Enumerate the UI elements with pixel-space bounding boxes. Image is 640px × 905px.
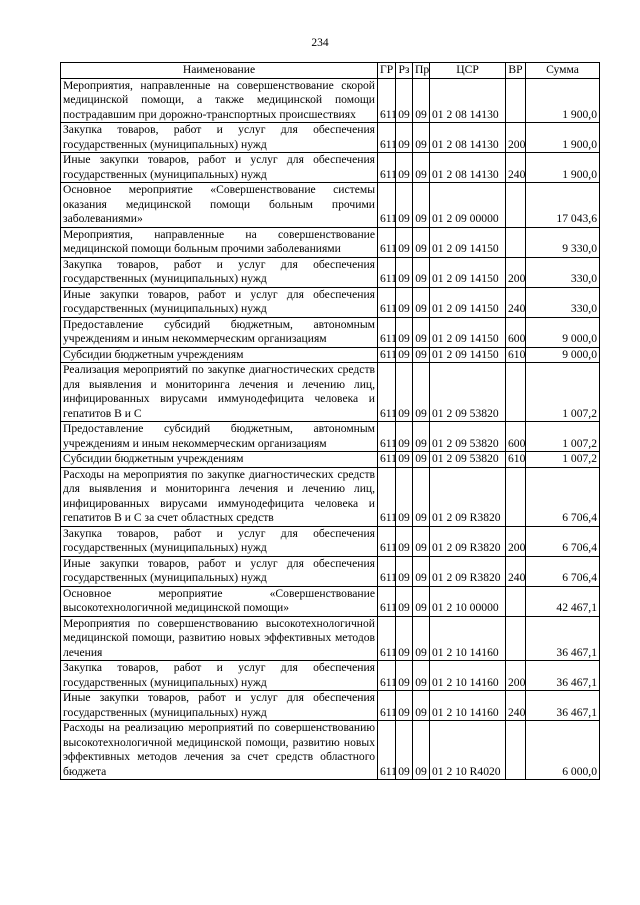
cell-name: Закупка товаров, работ и услуг для обеспечения государственных (муниципальных) нужд (61, 661, 378, 691)
cell-vr: 240 (506, 287, 526, 317)
table-row (61, 153, 600, 183)
cell-sum: 330,0 (526, 287, 600, 317)
cell-gr: 611 (378, 227, 396, 257)
cell-pr: 09 (413, 556, 430, 586)
cell-pr: 09 (413, 347, 430, 363)
cell-pr: 09 (413, 317, 430, 347)
cell-sum: 6 706,4 (526, 526, 600, 556)
table-row (61, 556, 600, 586)
cell-name: Основное мероприятие «Совершенствование системы оказания медицинской помощи больным прочими заболеваниями» (61, 183, 378, 228)
cell-vr: 240 (506, 556, 526, 586)
cell-rz: 09 (396, 661, 413, 691)
cell-sum: 1 900,0 (526, 78, 600, 123)
cell-rz: 09 (396, 691, 413, 721)
header-csr: ЦСР (430, 63, 506, 79)
header-pr: Пр (413, 63, 430, 79)
cell-gr: 611 (378, 363, 396, 422)
cell-rz: 09 (396, 183, 413, 228)
cell-sum: 36 467,1 (526, 661, 600, 691)
cell-rz: 09 (396, 287, 413, 317)
cell-sum: 1 007,2 (526, 422, 600, 452)
cell-name: Иные закупки товаров, работ и услуг для обеспечения государственных (муниципальных) нужд (61, 287, 378, 317)
header-vr: ВР (506, 63, 526, 79)
cell-sum: 6 706,4 (526, 556, 600, 586)
cell-vr (506, 586, 526, 616)
cell-sum: 1 007,2 (526, 363, 600, 422)
cell-vr (506, 467, 526, 526)
table-row (61, 257, 600, 287)
cell-sum: 9 000,0 (526, 317, 600, 347)
cell-sum: 6 706,4 (526, 467, 600, 526)
cell-name: Субсидии бюджетным учреждениям (61, 452, 378, 468)
cell-pr: 09 (413, 721, 430, 780)
cell-rz: 09 (396, 257, 413, 287)
cell-rz: 09 (396, 556, 413, 586)
cell-pr: 09 (413, 183, 430, 228)
cell-pr: 09 (413, 452, 430, 468)
table-row (61, 287, 600, 317)
table-row (61, 526, 600, 556)
cell-name: Закупка товаров, работ и услуг для обеспечения государственных (муниципальных) нужд (61, 123, 378, 153)
cell-csr: 01 2 08 14130 (430, 123, 506, 153)
cell-name: Мероприятия, направленные на совершенствование медицинской помощи больным прочими заболеваниями (61, 227, 378, 257)
cell-gr: 611 (378, 526, 396, 556)
cell-gr: 611 (378, 153, 396, 183)
cell-vr: 240 (506, 153, 526, 183)
cell-pr: 09 (413, 691, 430, 721)
cell-name: Основное мероприятие «Совершенствование высокотехнологичной медицинской помощи» (61, 586, 378, 616)
header-name: Наименование (61, 63, 378, 79)
cell-rz: 09 (396, 452, 413, 468)
cell-rz: 09 (396, 227, 413, 257)
cell-csr: 01 2 10 14160 (430, 691, 506, 721)
header-row (61, 63, 600, 79)
cell-gr: 611 (378, 78, 396, 123)
cell-gr: 611 (378, 422, 396, 452)
cell-rz: 09 (396, 123, 413, 153)
cell-vr (506, 721, 526, 780)
table-row (61, 661, 600, 691)
cell-sum: 9 330,0 (526, 227, 600, 257)
cell-pr: 09 (413, 287, 430, 317)
cell-rz: 09 (396, 616, 413, 661)
cell-csr: 01 2 09 53820 (430, 422, 506, 452)
cell-rz: 09 (396, 317, 413, 347)
cell-vr: 600 (506, 317, 526, 347)
cell-rz: 09 (396, 586, 413, 616)
cell-gr: 611 (378, 452, 396, 468)
cell-gr: 611 (378, 183, 396, 228)
cell-gr: 611 (378, 721, 396, 780)
cell-csr: 01 2 09 14150 (430, 347, 506, 363)
cell-csr: 01 2 09 14150 (430, 317, 506, 347)
cell-rz: 09 (396, 153, 413, 183)
cell-name: Мероприятия по совершенствованию высокотехнологичной медицинской помощи, развитию новых эффективных методов лечения (61, 616, 378, 661)
cell-name: Предоставление субсидий бюджетным, автономным учреждениям и иным некоммерческим организациям (61, 422, 378, 452)
cell-rz: 09 (396, 422, 413, 452)
cell-sum: 1 900,0 (526, 123, 600, 153)
header-gr: ГР (378, 63, 396, 79)
table-row (61, 467, 600, 526)
cell-sum: 17 043,6 (526, 183, 600, 228)
cell-name: Иные закупки товаров, работ и услуг для обеспечения государственных (муниципальных) нужд (61, 691, 378, 721)
cell-vr (506, 227, 526, 257)
cell-gr: 611 (378, 347, 396, 363)
cell-csr: 01 2 10 00000 (430, 586, 506, 616)
table-row (61, 78, 600, 123)
cell-name: Иные закупки товаров, работ и услуг для обеспечения государственных (муниципальных) нужд (61, 153, 378, 183)
cell-vr: 200 (506, 526, 526, 556)
cell-gr: 611 (378, 317, 396, 347)
cell-rz: 09 (396, 721, 413, 780)
cell-pr: 09 (413, 422, 430, 452)
cell-vr: 200 (506, 257, 526, 287)
table-row (61, 317, 600, 347)
cell-pr: 09 (413, 78, 430, 123)
cell-csr: 01 2 09 14150 (430, 227, 506, 257)
cell-gr: 611 (378, 467, 396, 526)
cell-csr: 01 2 09 14150 (430, 287, 506, 317)
table-row (61, 123, 600, 153)
cell-rz: 09 (396, 78, 413, 123)
cell-csr: 01 2 09 R3820 (430, 556, 506, 586)
header-rz: Рз (396, 63, 413, 79)
cell-name: Мероприятия, направленные на совершенствование скорой медицинской помощи, а также медицинской помощи пострадавшим при дорожно-транспортных происшествиях (61, 78, 378, 123)
cell-gr: 611 (378, 616, 396, 661)
cell-csr: 01 2 09 00000 (430, 183, 506, 228)
cell-pr: 09 (413, 467, 430, 526)
cell-pr: 09 (413, 586, 430, 616)
cell-csr: 01 2 10 14160 (430, 616, 506, 661)
cell-sum: 330,0 (526, 257, 600, 287)
table-row (61, 452, 600, 468)
cell-vr (506, 616, 526, 661)
cell-vr: 200 (506, 661, 526, 691)
cell-pr: 09 (413, 661, 430, 691)
cell-name: Субсидии бюджетным учреждениям (61, 347, 378, 363)
cell-gr: 611 (378, 556, 396, 586)
cell-pr: 09 (413, 227, 430, 257)
cell-vr: 610 (506, 347, 526, 363)
cell-pr: 09 (413, 616, 430, 661)
cell-vr: 600 (506, 422, 526, 452)
table-row (61, 347, 600, 363)
cell-vr: 610 (506, 452, 526, 468)
table-row (61, 183, 600, 228)
cell-vr: 200 (506, 123, 526, 153)
cell-vr: 240 (506, 691, 526, 721)
cell-rz: 09 (396, 363, 413, 422)
cell-sum: 36 467,1 (526, 691, 600, 721)
cell-name: Закупка товаров, работ и услуг для обеспечения государственных (муниципальных) нужд (61, 257, 378, 287)
cell-pr: 09 (413, 526, 430, 556)
cell-sum: 42 467,1 (526, 586, 600, 616)
cell-gr: 611 (378, 691, 396, 721)
cell-name: Закупка товаров, работ и услуг для обеспечения государственных (муниципальных) нужд (61, 526, 378, 556)
page-number: 234 (311, 37, 329, 49)
table-row (61, 616, 600, 661)
cell-sum: 36 467,1 (526, 616, 600, 661)
table-row (61, 691, 600, 721)
cell-gr: 611 (378, 586, 396, 616)
cell-name: Иные закупки товаров, работ и услуг для обеспечения государственных (муниципальных) нужд (61, 556, 378, 586)
cell-csr: 01 2 08 14130 (430, 78, 506, 123)
cell-pr: 09 (413, 257, 430, 287)
cell-rz: 09 (396, 467, 413, 526)
budget-table (60, 62, 600, 780)
cell-gr: 611 (378, 287, 396, 317)
table-row (61, 422, 600, 452)
cell-gr: 611 (378, 257, 396, 287)
cell-csr: 01 2 08 14130 (430, 153, 506, 183)
table-row (61, 227, 600, 257)
table-row (61, 721, 600, 780)
cell-pr: 09 (413, 153, 430, 183)
cell-sum: 9 000,0 (526, 347, 600, 363)
cell-name: Реализация мероприятий по закупке диагностических средств для выявления и мониторинга лечения и лечению лиц, инфицированных вирусами иммунодефицита человека и гепатитов В и С (61, 363, 378, 422)
cell-sum: 6 000,0 (526, 721, 600, 780)
cell-csr: 01 2 09 R3820 (430, 526, 506, 556)
cell-sum: 1 007,2 (526, 452, 600, 468)
cell-gr: 611 (378, 661, 396, 691)
cell-csr: 01 2 09 53820 (430, 452, 506, 468)
cell-vr (506, 363, 526, 422)
cell-csr: 01 2 10 14160 (430, 661, 506, 691)
cell-pr: 09 (413, 363, 430, 422)
table-row (61, 586, 600, 616)
cell-pr: 09 (413, 123, 430, 153)
cell-name: Расходы на реализацию мероприятий по совершенствованию высокотехнологичной медицинской помощи, развитию новых эффективных методов лечения за счет средств областного бюджета (61, 721, 378, 780)
cell-vr (506, 183, 526, 228)
cell-csr: 01 2 10 R4020 (430, 721, 506, 780)
cell-csr: 01 2 09 53820 (430, 363, 506, 422)
cell-vr (506, 78, 526, 123)
cell-sum: 1 900,0 (526, 153, 600, 183)
cell-csr: 01 2 09 14150 (430, 257, 506, 287)
header-sum: Сумма (526, 63, 600, 79)
table-row (61, 363, 600, 422)
cell-csr: 01 2 09 R3820 (430, 467, 506, 526)
cell-rz: 09 (396, 526, 413, 556)
cell-rz: 09 (396, 347, 413, 363)
cell-gr: 611 (378, 123, 396, 153)
cell-name: Расходы на мероприятия по закупке диагностических средств для выявления и мониторинга лечения и лечению лиц, инфицированных вирусами иммунодефицита человека и гепатитов В и С за счет областных средств (61, 467, 378, 526)
cell-name: Предоставление субсидий бюджетным, автономным учреждениям и иным некоммерческим организациям (61, 317, 378, 347)
